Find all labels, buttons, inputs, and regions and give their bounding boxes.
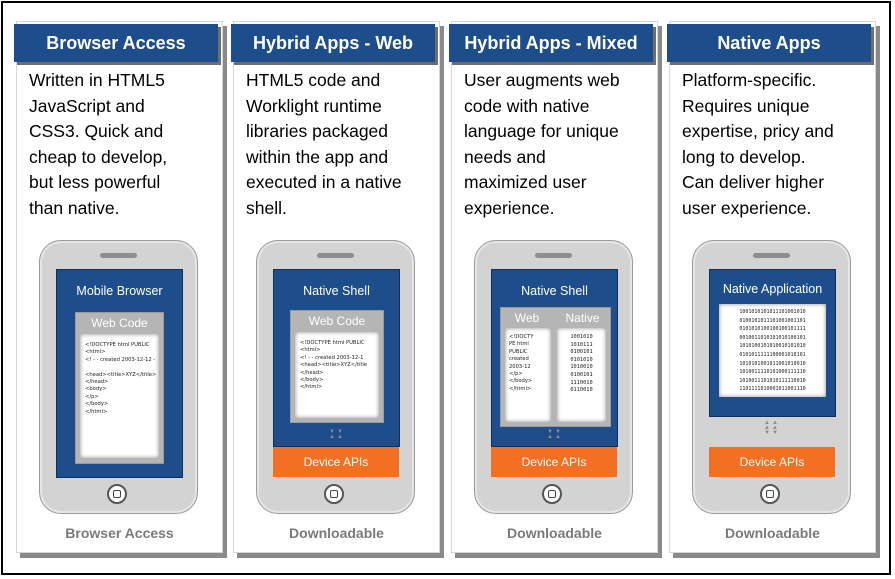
phone-illustration <box>692 240 851 514</box>
home-button-icon <box>542 484 562 504</box>
screen-title: Mobile Browser <box>76 284 163 298</box>
device-apis-bar: Device APIs <box>709 447 835 477</box>
panel-title: Native Apps <box>667 24 871 62</box>
panel-description: Platform-specific. Requires unique expertise, pricy and long to develop. Can deliver higher user experience. <box>682 70 834 218</box>
box-title: Web Code <box>308 314 366 328</box>
panel-footer: Downloadable <box>507 525 602 541</box>
phone-screen <box>491 269 618 447</box>
box-title: Web Code <box>91 316 148 330</box>
home-button-icon <box>760 484 780 504</box>
code-text: <!DOCTYPE html PUBLIC <html> <! - - created 2003-12-12 - <head><title>XYZ</title> </head> <body> </p> </body> </html> <box>85 342 157 415</box>
panel-hybrid-mixed <box>451 21 658 553</box>
phone-speaker <box>317 253 354 258</box>
phone-speaker <box>753 253 790 258</box>
device-apis-bar: Device APIs <box>491 447 617 477</box>
panel-description: HTML5 code and Worklight runtime libraries packaged within the app and executed in a native shell. <box>246 70 402 218</box>
native-code-area <box>557 328 606 422</box>
phone-illustration <box>256 240 415 514</box>
binary-code-area <box>719 304 826 397</box>
phone-illustration <box>474 240 633 514</box>
native-code-text: 1001010 1010111 0100101 0101010 1010010 0100101 1110010 0110010 <box>570 334 593 394</box>
binary-code-text: 1001010101011101001010 0100101011101001001101 0101010100100100101111 0010011010101010100101 1010100101010010101010 0101011111100001010101 1010101001011001010010 1010011110101000111110 1010011101010111110010 1101111010001011001110 <box>739 309 806 393</box>
panel-title: Browser Access <box>14 24 218 62</box>
phone-screen <box>709 269 836 417</box>
native-column-label: Native <box>565 311 600 325</box>
code-text: <!DOCTYPE html PUBLIC <html> <! - - created 2003-12-1 <head><title>XYZ</title </head> </body> </html> <box>300 340 367 391</box>
panel-description: Written in HTML5 JavaScript and CSS3. Quick and cheap to develop, but less powerful than native. <box>29 70 168 218</box>
up-down-arrows-icon: ▼▼ ▲▲ <box>547 429 563 440</box>
web-code-box <box>75 312 164 464</box>
panel-title: Hybrid Apps - Mixed <box>449 24 653 62</box>
home-button-icon <box>107 484 127 504</box>
panel-footer: Downloadable <box>289 525 384 541</box>
panel-browser-access <box>16 21 223 553</box>
phone-screen <box>273 269 400 447</box>
phone-screen <box>56 269 183 478</box>
phone-speaker <box>535 253 572 258</box>
web-code-box <box>290 310 384 423</box>
panel-hybrid-web <box>233 21 440 553</box>
diagram-frame <box>1 1 891 575</box>
mixed-code-box <box>500 307 611 427</box>
panel-footer: Downloadable <box>725 525 820 541</box>
phone-speaker <box>100 253 137 258</box>
screen-title: Native Application <box>722 282 823 296</box>
panel-footer: Browser Access <box>65 525 174 541</box>
home-button-icon <box>324 484 344 504</box>
up-down-arrows-icon: ▼▼ ▲▲ <box>329 429 345 440</box>
panel-native-apps <box>669 21 876 553</box>
screen-title: Native Shell <box>303 284 370 298</box>
web-code-area <box>505 328 551 422</box>
web-code-text: <!DOCTY PE html PUBLIC created 2003-12 </p> </body> </html> <box>509 334 534 392</box>
panel-title: Hybrid Apps - Web <box>231 24 435 62</box>
code-area <box>80 334 159 458</box>
screen-title: Native Shell <box>521 284 588 298</box>
device-apis-bar: Device APIs <box>273 447 399 477</box>
web-column-label: Web <box>514 311 540 325</box>
code-area <box>295 332 379 418</box>
up-down-arrows-icon: ▲▲ ▲▲ ▼▼ <box>764 420 780 436</box>
phone-illustration <box>39 240 198 514</box>
panel-description: User augments web code with native language for unique needs and maximized user experience. <box>464 70 620 218</box>
